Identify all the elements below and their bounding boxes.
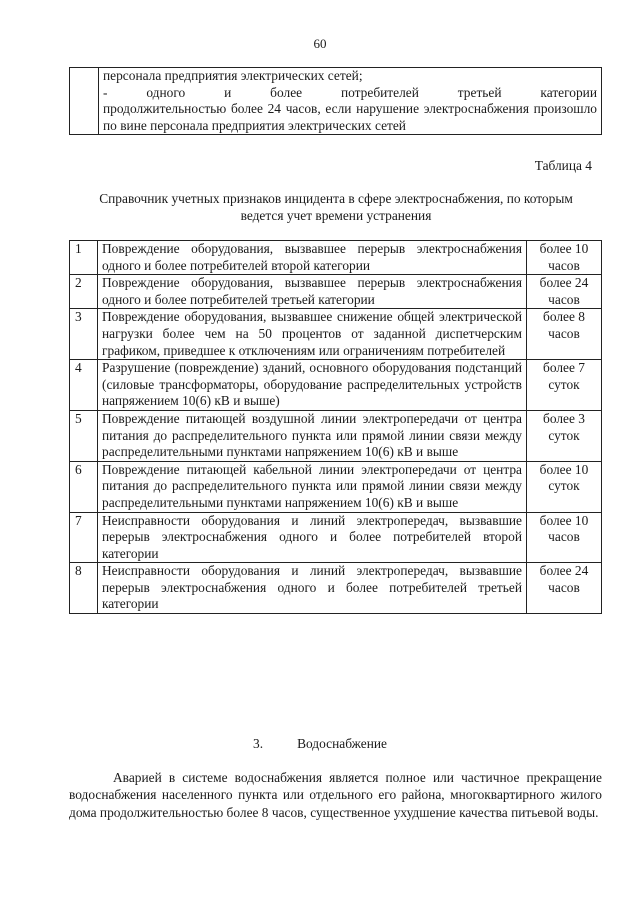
- incident-reference-table: [69, 240, 602, 614]
- continuation-table: [69, 67, 602, 135]
- row-term: [527, 275, 602, 309]
- row-description: Разрушение (повреждение) зданий, основного оборудования подстанций (силовые трансформаторы, оборудование распределительных устройств напряжением 10(6) кВ и выше): [98, 360, 527, 411]
- section-heading: [0, 736, 640, 752]
- table-row: [70, 309, 602, 360]
- row-description: Неисправности оборудования и линий электропередач, вызвавшие перерыв электроснабжения одного и более потребителей второй категории: [98, 512, 527, 563]
- continuation-text-cell: [99, 68, 602, 135]
- row-term: [527, 309, 602, 360]
- term-unit: часов: [548, 325, 580, 341]
- row-term: [527, 410, 602, 461]
- row-number: 3: [70, 309, 98, 360]
- row-number: 7: [70, 512, 98, 563]
- table-title: Справочник учетных признаков инцидента в сфере электроснабжения, по которым ведется учет времени устранения: [99, 191, 573, 223]
- row-number: 8: [70, 563, 98, 614]
- continuation-line-1: персонала предприятия электрических сетей;: [103, 68, 363, 83]
- table-row: [70, 563, 602, 614]
- table-row: [70, 275, 602, 309]
- term-value: более 10: [539, 512, 589, 528]
- term-value: более 24: [539, 275, 589, 291]
- page-number: 60: [313, 36, 327, 51]
- row-description: Повреждение питающей воздушной линии электропередачи от центра питания до распределительного пункта или прямой линии связи между распределительными пунктами напряжением 10(6) кВ и выше: [98, 410, 527, 461]
- row-number: 6: [70, 461, 98, 512]
- term-unit: суток: [548, 478, 580, 494]
- table-label: Таблица 4: [534, 158, 592, 173]
- term-unit: часов: [548, 257, 580, 273]
- term-unit: часов: [548, 529, 580, 545]
- continuation-line-3: продолжительностью более 24 часов, если нарушение электроснабжения произошло по вине персонала предприятия электрических сетей: [103, 101, 597, 133]
- row-number: 5: [70, 410, 98, 461]
- row-description: Повреждение оборудования, вызвавшее снижение общей электрической нагрузки более чем на 50 процентов от заданной диспетчерским графиком, приведшее к отключениям или ограничениям потребителей: [98, 309, 527, 360]
- row-number: 2: [70, 275, 98, 309]
- row-description: Неисправности оборудования и линий электропередач, вызвавшие перерыв электроснабжения одного и более потребителей третьей категории: [98, 563, 527, 614]
- table-row: [70, 360, 602, 411]
- row-number: 4: [70, 360, 98, 411]
- section-title: Водоснабжение: [297, 736, 387, 751]
- row-number: 1: [70, 241, 98, 275]
- continuation-empty-cell: [70, 68, 99, 135]
- table-row: [70, 461, 602, 512]
- row-term: [527, 512, 602, 563]
- row-term: [527, 241, 602, 275]
- row-term: [527, 461, 602, 512]
- term-unit: суток: [548, 427, 580, 443]
- row-term: [527, 360, 602, 411]
- row-term: [527, 563, 602, 614]
- term-value: более 3: [543, 410, 585, 426]
- row-description: Повреждение оборудования, вызвавшее перерыв электроснабжения одного и более потребителей второй категории: [98, 241, 527, 275]
- term-value: более 10: [539, 241, 589, 256]
- section-number: 3.: [253, 736, 264, 751]
- body-paragraph: Аварией в системе водоснабжения является полное или частичное прекращение водоснабжения населенного пункта или отдельного его района, многоквартирного жилого дома продолжительностью более 8 часов, существенное ухудшение качества питьевой воды.: [69, 770, 602, 820]
- row-description: Повреждение оборудования, вызвавшее перерыв электроснабжения одного и более потребителей третьей категории: [98, 275, 527, 309]
- term-value: более 24: [539, 563, 589, 579]
- continuation-line-2: - одного и более потребителей третьей категории: [103, 84, 597, 100]
- table-row: [70, 241, 602, 275]
- term-unit: часов: [548, 579, 580, 595]
- table-row: [70, 512, 602, 563]
- term-value: более 7: [543, 360, 585, 376]
- term-value: более 10: [539, 461, 589, 477]
- term-unit: суток: [548, 376, 580, 392]
- row-description: Повреждение питающей кабельной линии электропередачи от центра питания до распределительного пункта или прямой линии связи между распределительными пунктами напряжением 10(6) кВ и выше: [98, 461, 527, 512]
- table-row: [70, 410, 602, 461]
- term-unit: часов: [548, 291, 580, 307]
- term-value: более 8: [543, 309, 585, 325]
